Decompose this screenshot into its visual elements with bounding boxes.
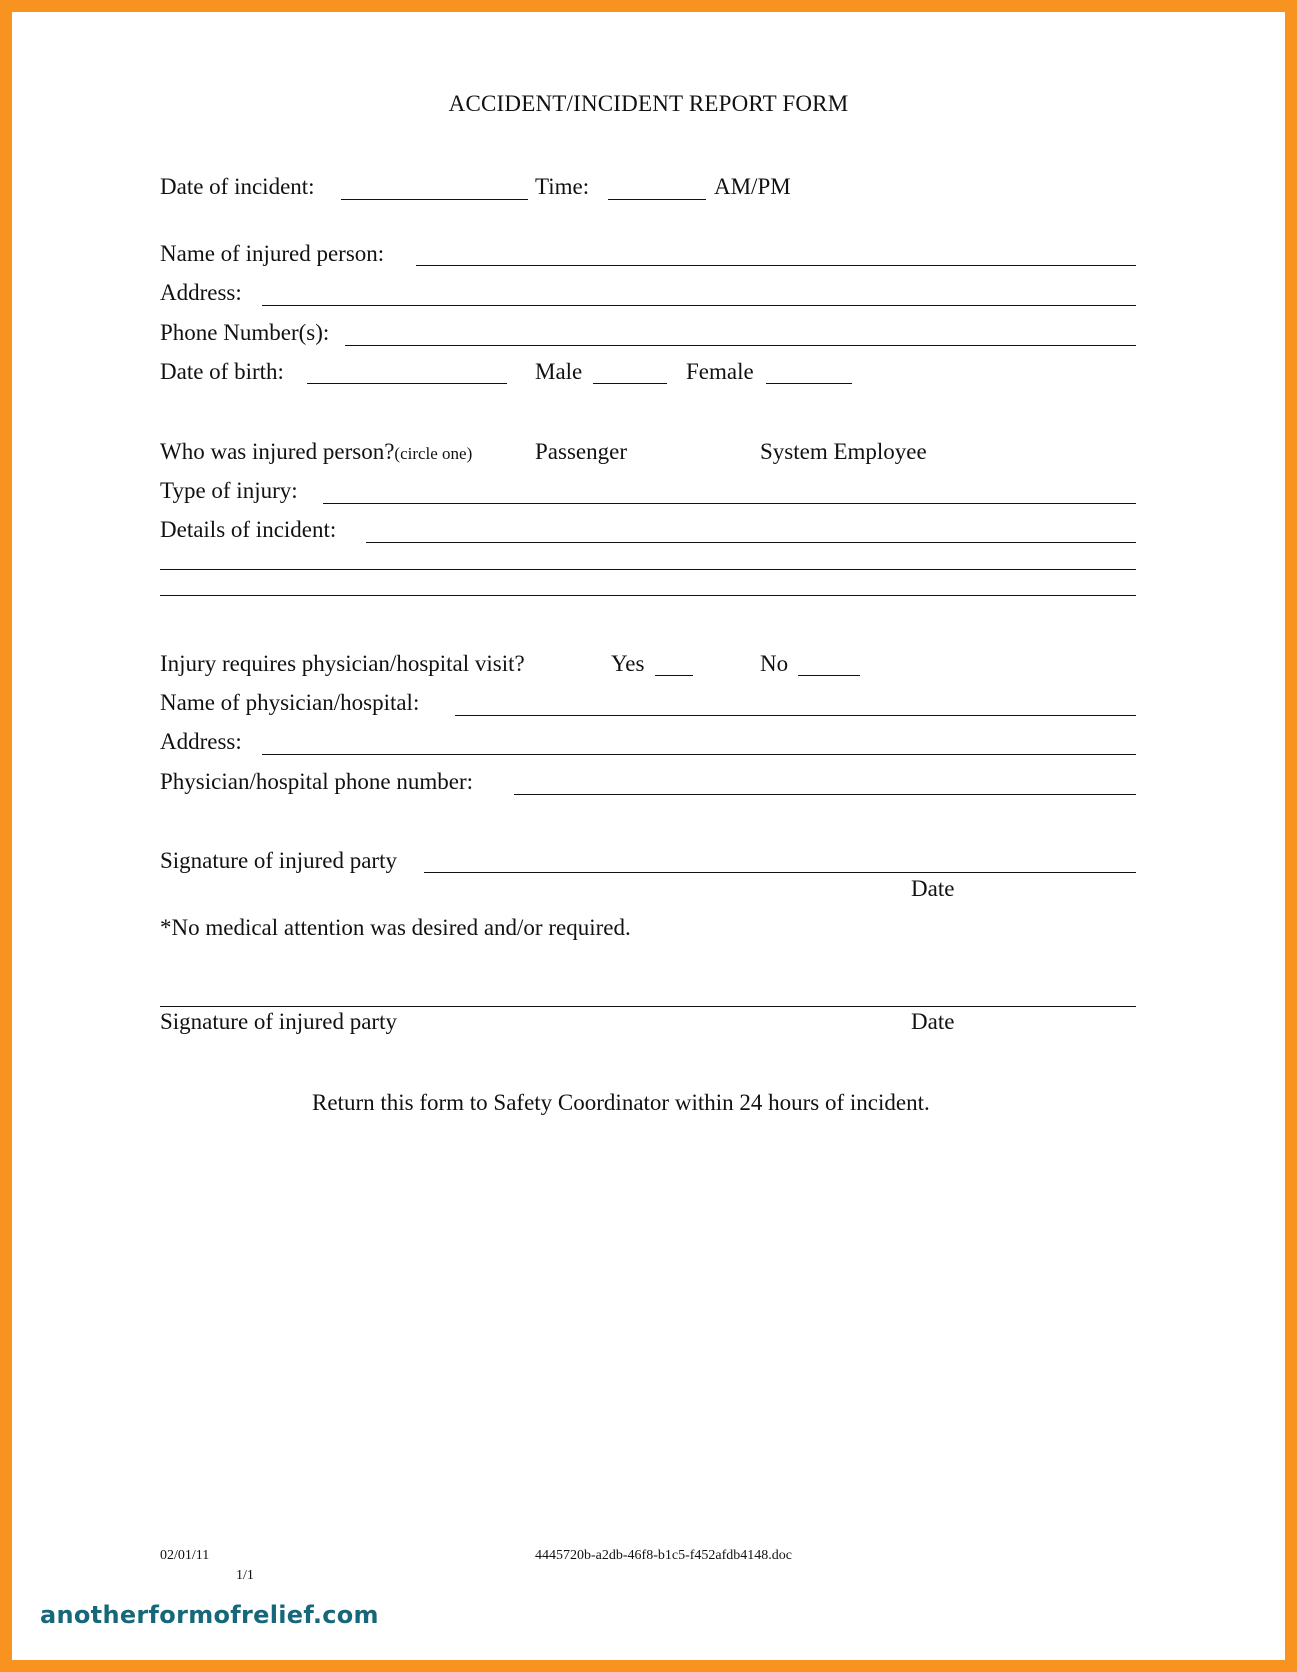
form-title: ACCIDENT/INCIDENT REPORT FORM [448,91,849,116]
return-note: Return this form to Safety Coordinator within 24 hours of incident. [312,1090,930,1115]
date-of-incident-label: Date of incident: [160,174,315,199]
no-label: No [760,651,789,676]
yes-line [655,675,693,676]
male-label: Male [535,359,583,384]
time-line [608,199,706,200]
physician-address-label: Address: [160,729,242,754]
passenger-option: Passenger [535,439,627,464]
female-label: Female [686,359,754,384]
address-label: Address: [160,280,242,305]
phone-numbers-label: Phone Number(s): [160,320,330,345]
watermark-logo: anotherformofrelief.com [40,1601,379,1629]
address-line [262,305,1136,306]
physician-name-line [455,715,1136,716]
time-label: Time: [535,174,590,199]
who-injured-label: Who was injured person?(circle one) [160,439,473,464]
type-of-injury-line [323,503,1136,504]
physician-address-line [262,754,1136,755]
system-employee-option: System Employee [760,439,927,464]
footer-date: 02/01/11 [160,1548,210,1563]
signature-1-label: Signature of injured party [160,848,397,873]
physician-name-label: Name of physician/hospital: [160,690,420,715]
requires-visit-label: Injury requires physician/hospital visit? [160,651,525,676]
signature-1-line [424,872,1136,873]
date-of-birth-label: Date of birth: [160,359,284,384]
no-line [798,675,860,676]
male-line [593,383,667,384]
details-line-1 [366,542,1136,543]
no-medical-note: *No medical attention was desired and/or required. [160,915,631,940]
signature-2-line [160,1006,1136,1007]
footer-filename: 4445720b-a2db-46f8-b1c5-f452afdb4148.doc [535,1548,792,1563]
name-injured-line [416,265,1136,266]
details-of-incident-label: Details of incident: [160,517,337,542]
footer-page: 1/1 [236,1568,254,1583]
type-of-injury-label: Type of injury: [160,478,298,503]
phone-numbers-line [345,345,1136,346]
date-1-label: Date [911,876,955,901]
name-injured-label: Name of injured person: [160,241,385,266]
details-line-2 [160,569,1136,570]
details-line-3 [160,595,1136,596]
yes-label: Yes [611,651,645,676]
am-pm-label: AM/PM [714,174,791,199]
physician-phone-line [514,794,1136,795]
date-2-label: Date [911,1009,955,1034]
female-line [766,383,852,384]
signature-2-label: Signature of injured party [160,1009,397,1034]
date-of-incident-line [341,199,528,200]
physician-phone-label: Physician/hospital phone number: [160,769,474,794]
date-of-birth-line [307,383,507,384]
